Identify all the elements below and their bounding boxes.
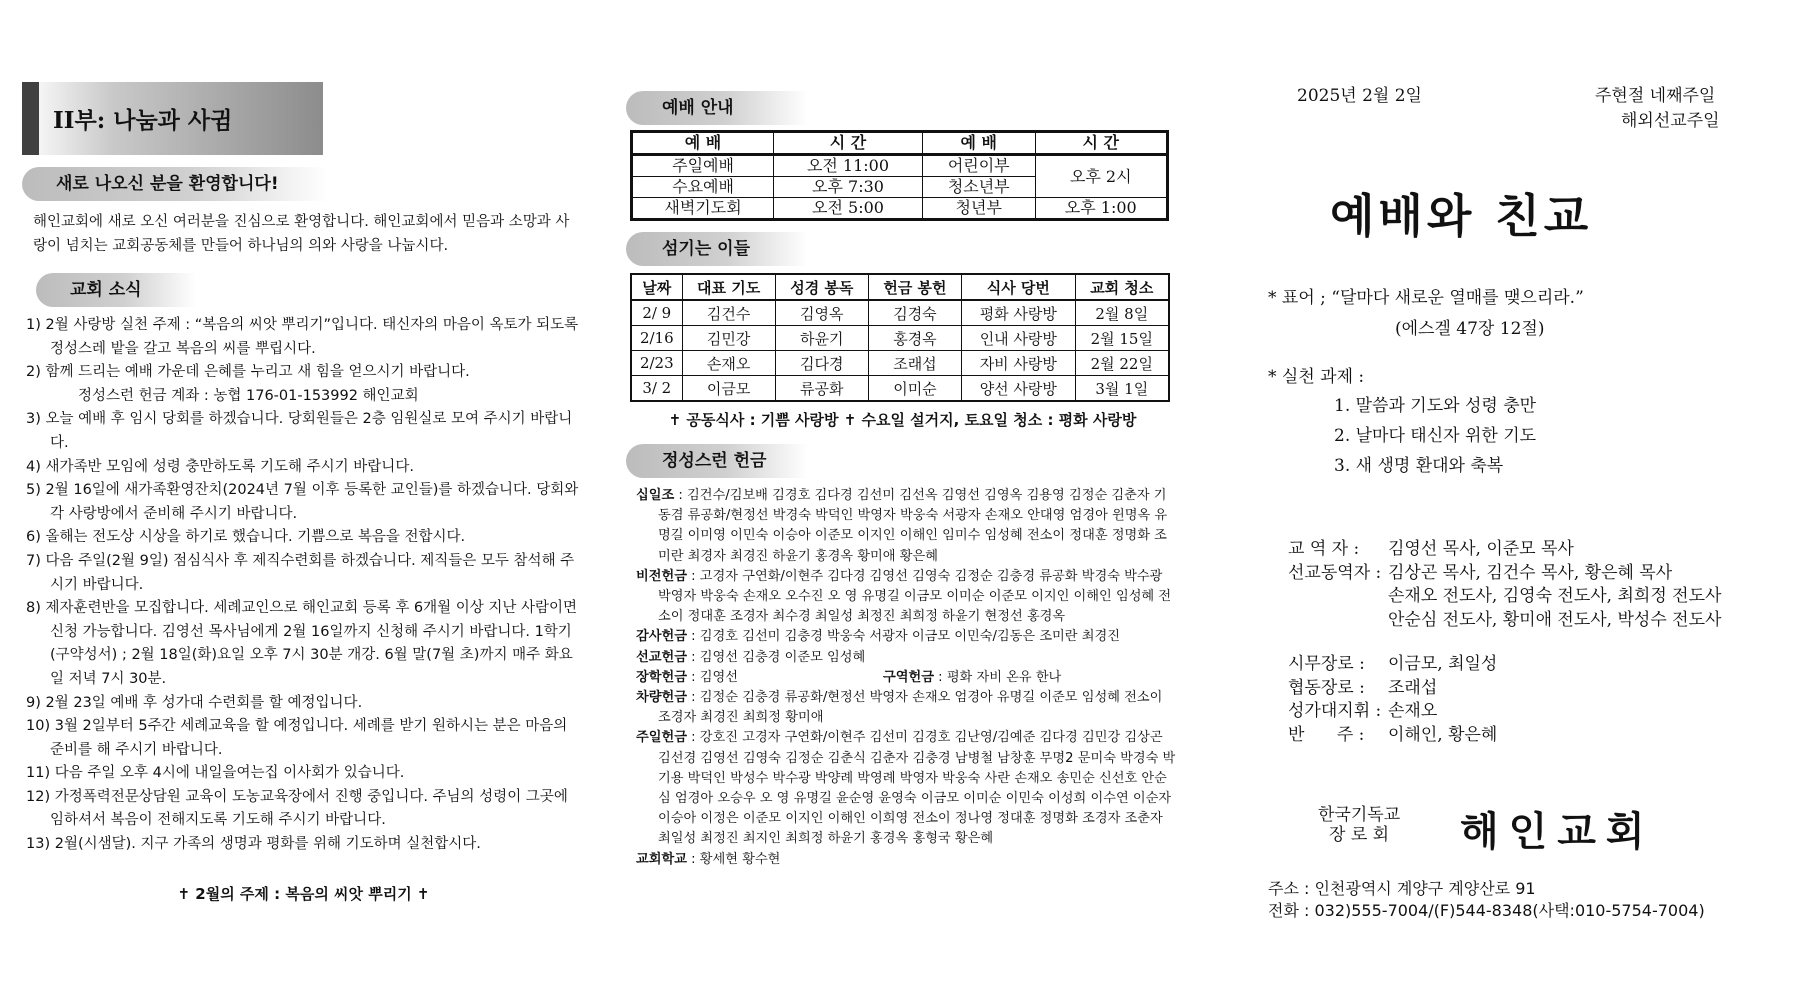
staff-row (1288, 609, 1721, 633)
table-cell: 3/ 2 (631, 376, 682, 402)
news-text: 다음 주일(2월 9일) 점심식사 후 제직수련회를 하겠습니다. 제직들은 모두 참석해 주시기 바랍니다. (45, 552, 575, 593)
news-number: 7) (26, 552, 41, 569)
news-number: 11) (26, 765, 51, 782)
offering-category: 십일조 (636, 488, 675, 503)
table-header-row (631, 274, 1169, 300)
servers-note: ✝ 공동식사 : 기쁨 사랑방 ✝ 수요일 설거지, 토요일 청소 : 평화 사랑방 (668, 411, 1137, 429)
elder-value: 이해인, 황은혜 (1388, 724, 1498, 745)
news-item (26, 762, 581, 786)
offering-category: 비전헌금 (636, 568, 687, 584)
table-cell: 2월 22일 (1075, 351, 1169, 376)
denomination (1318, 805, 1400, 845)
table-cell: 김경숙 (868, 300, 961, 326)
news-subtext: 정성스런 헌금 계좌 : 농협 176-01-153992 해인교회 (78, 387, 419, 404)
news-number: 4) (26, 458, 41, 475)
table-cell: 오후 2시 (1035, 155, 1167, 198)
list-item: 3. 새 생명 환대와 축복 (1334, 456, 1504, 476)
table-cell: 김건수 (682, 300, 775, 326)
offering-row: 장학헌금 : 김영선 구역헌금 : 평화 자비 온유 한나 (636, 669, 1062, 685)
denomination-line: 장 로 회 (1329, 825, 1390, 845)
table-cell: 2/23 (631, 351, 682, 376)
news-number: 6) (26, 529, 41, 546)
worship-schedule-table (630, 130, 1169, 221)
part2-title: II부: 나눔과 사귐 (53, 107, 233, 134)
column-header: 대표 기도 (682, 274, 775, 300)
table-cell: 청소년부 (922, 177, 1035, 198)
list-item: 1. 말씀과 기도와 성령 충만 (1334, 396, 1537, 416)
table-cell: 주일예배 (632, 155, 774, 177)
offering-category: 교회학교 (636, 851, 687, 867)
column-header: 성경 봉독 (775, 274, 868, 300)
offering-names: 김정순 김충경 류공화/현정선 박영자 손재오 엄경아 유명길 이준모 임성혜 전소이 조경자 최경진 최희정 황미애 (658, 690, 1163, 726)
table-cell: 오전 11:00 (774, 155, 923, 177)
church-phone: 전화 : 032)555-7004/(F)544-8348(사택:010-5754-7004) (1268, 901, 1705, 920)
table-cell: 2/16 (631, 326, 682, 351)
table-cell: 오후 1:00 (1035, 198, 1167, 220)
staff-value: 김상곤 목사, 김건수 목사, 황은혜 목사 (1388, 562, 1673, 583)
staff-row (1288, 585, 1721, 609)
staff-label: 교 역 자 : (1288, 539, 1360, 559)
table-cell: 김다경 (775, 351, 868, 376)
table-row (632, 198, 1168, 220)
column-header: 시 간 (774, 132, 923, 155)
welcome-header: 새로 나오신 분을 환영합니다! (22, 167, 328, 201)
news-text: 다음 주일 오후 4시에 내일을여는집 이사회가 있습니다. (54, 765, 405, 782)
elder-label: 성가대지휘 : (1288, 701, 1382, 721)
offering-row: 비전헌금 : 고경자 구연화/이현주 김다경 김영선 김영숙 김정순 김충경 류공화 박경숙 박수광 박영자 박웅숙 손재오 오수진 오 영 유명길 이금모 이미순 이준모 이지인 이해인 임성혜 전소이 정대훈 조경자 최수경 최일성 최정진 최희정 하윤기 현정선 홍경옥 (636, 568, 1172, 625)
table-row (631, 351, 1169, 376)
offering-list (636, 486, 1176, 870)
news-list (26, 314, 581, 857)
offering-category: 장학헌금 (636, 669, 687, 685)
motto-reference: (에스겔 47장 12절) (1395, 319, 1545, 339)
elder-label: 반 주 : (1288, 724, 1365, 745)
column-header: 날짜 (631, 274, 682, 300)
offering-names: 평화 자비 온유 한나 (946, 669, 1062, 685)
practice-list (1334, 391, 1536, 481)
table-cell: 손재오 (682, 351, 775, 376)
table-cell: 3월 1일 (1075, 376, 1169, 402)
table-row (631, 326, 1169, 351)
table-cell: 홍경옥 (868, 326, 961, 351)
news-item (26, 597, 581, 691)
elder-row (1288, 724, 1497, 748)
news-number: 8) (26, 600, 41, 617)
elder-value: 조래섭 (1388, 677, 1438, 698)
news-number: 10) (26, 718, 51, 735)
offering-names: 김영선 김충경 이준모 임성혜 (699, 649, 866, 665)
news-item (26, 786, 581, 833)
offering-row: 십일조 : 김건수/김보배 김경호 김다경 김선미 김선옥 김영선 김영옥 김용영 김정순 김춘자 기동겸 류공화/현정선 박경숙 박덕인 박영자 박웅숙 서광자 손재오 안대영 엄경아 윈명옥 유명길 이미영 이민숙 이승아 이준모 이지인 이해인 임미수 임성혜 전소이 정대훈 정명화 조미란 최경자 최경진 하윤기 홍경옥 황미애 황은혜 (636, 488, 1168, 564)
church-name: 해인교회 (1460, 809, 1655, 855)
list-item: 2. 날마다 태신자 위한 기도 (1334, 426, 1537, 446)
news-number: 9) (26, 694, 41, 711)
news-item (26, 692, 581, 716)
news-item (26, 715, 581, 762)
table-cell: 자비 사랑방 (962, 351, 1076, 376)
offering-row: 선교헌금 : 김영선 김충경 이준모 임성혜 (636, 649, 866, 665)
table-cell: 청년부 (922, 198, 1035, 220)
staff-value: 안순심 전도사, 황미애 전도사, 박성수 전도사 (1388, 609, 1722, 630)
offering-names: 고경자 구연화/이현주 김다경 김영선 김영숙 김정순 김충경 류공화 박경숙 박수광 박영자 박웅숙 손재오 오수진 오 영 유명길 이금모 이미순 이준모 이지인 이해인 임성혜 전소이 정대훈 조경자 최수경 최일성 최정진 최희정 하윤기 현정선 홍경옥 (658, 568, 1172, 625)
table-cell: 2월 8일 (1075, 300, 1169, 326)
table-cell: 하윤기 (775, 326, 868, 351)
table-row (632, 155, 1168, 177)
staff-label: 선교동역자 : (1288, 562, 1382, 583)
table-cell: 2월 15일 (1075, 326, 1169, 351)
offering-row: 차량헌금 : 김정순 김충경 류공화/현정선 박영자 손재오 엄경아 유명길 이준모 임성혜 전소이 조경자 최경진 최희정 황미애 (636, 690, 1163, 726)
news-item (26, 479, 581, 526)
news-item (26, 314, 581, 361)
news-item (26, 526, 581, 550)
column-header: 식사 당번 (962, 274, 1076, 300)
offering-category: 구역헌금 (883, 669, 934, 685)
column-header: 예 배 (922, 132, 1035, 155)
news-number: 3) (26, 411, 41, 428)
news-text: 제자훈련반을 모집합니다. 세례교인으로 해인교회 등록 후 6개월 이상 지난 사람이면 신청 가능합니다. 김영선 목사님에게 2월 16일까지 신청해 주시기 바랍니다. 1학기(구약성서) ; 2월 18일(화)요일 오후 7시 30분 개강. 6월 말(7월 초)까지 매주 화요일 저녁 7시 30분. (45, 600, 578, 687)
news-header: 교회 소식 (36, 273, 196, 307)
welcome-text: 해인교회에 새로 오신 여러분을 진심으로 환영합니다. 해인교회에서 믿음과 소망과 사랑이 넘치는 교회공동체를 만들어 하나님의 의와 사랑을 나눕시다. (33, 214, 570, 254)
bulletin-title: 예배와 친교 (1330, 189, 1593, 243)
news-number: 2) (26, 364, 41, 381)
offering-header: 정성스런 헌금 (626, 444, 808, 478)
bulletin-date: 2025년 2월 2일 (1297, 86, 1422, 106)
church-address: 주소 : 인천광역시 계양구 계양산로 91 (1268, 879, 1536, 898)
elder-label: 시무장로 : (1288, 654, 1365, 674)
news-text: 2월(시샘달). 지구 가족의 생명과 평화를 위해 기도하며 실천합시다. (54, 836, 481, 853)
offering-row: 교회학교 : 황세현 황수현 (636, 851, 781, 867)
denomination-line: 한국기독교 (1318, 805, 1401, 825)
offering-row: 주일헌금 : 강호진 고경자 구연화/이현주 김선미 김경호 김난영/김예준 김다경 김민강 김상곤 김선경 김영선 김영숙 김정순 김춘식 김춘자 김충경 남병철 남창훈 무명2 문미숙 박경숙 박기용 박덕인 박성수 박수광 박양례 박영례 박영자 박웅숙 사란 손재오 송민순 신선호 안순심 엄경아 오승우 오 영 유명길 윤순영 윤영숙 이금모 이미순 이민숙 이성희 이수연 이순자 이승아 이정은 이준모 이지인 이해인 이희영 전소이 정나영 정대훈 정명화 조경자 조춘자 최일성 최정진 최지인 최희정 하윤기 홍경옥 홍형국 황은혜 (636, 730, 1176, 847)
column-header: 교회 청소 (1075, 274, 1169, 300)
table-cell: 수요예배 (632, 177, 774, 198)
title-bar-accent (22, 82, 39, 155)
news-number: 1) (26, 317, 41, 333)
news-text: 가정폭력전문상담원 교육이 도농교육장에서 진행 중입니다. 주님의 성령이 그곳에 임하셔서 복음이 전해지도록 기도해 주시기 바랍니다. (50, 788, 568, 829)
offering-names: 김경호 김선미 김충경 박웅숙 서광자 이금모 이민숙/김동은 조미란 최경진 (699, 629, 1120, 645)
offering-names: 김영선 (699, 669, 739, 685)
offering-names: 김건수/김보배 김경호 김다경 김선미 김선옥 김영선 김영옥 김용영 김정순 김춘자 기동겸 류공화/현정선 박경숙 박덕인 박영자 박웅숙 서광자 손재오 안대영 엄경아 윈명옥 유명길 이미영 이민숙 이승아 이준모 이지인 이해인 임미수 임성혜 전소이 정대훈 정명화 조미란 최경자 최경진 하윤기 홍경옥 황미애 황은혜 (658, 488, 1168, 564)
news-text: 올해는 전도상 시상을 하기로 했습니다. 기쁨으로 복음을 전합시다. (45, 529, 466, 546)
table-cell: 오후 7:30 (774, 177, 923, 198)
table-cell: 오전 5:00 (774, 198, 923, 220)
news-item (26, 408, 581, 455)
news-number: 5) (26, 482, 41, 499)
news-item (26, 456, 581, 480)
elder-value: 손재오 (1388, 701, 1438, 721)
table-cell: 인내 사랑방 (962, 326, 1076, 351)
staff-list (1288, 538, 1721, 632)
table-cell: 새벽기도회 (632, 198, 774, 220)
elder-row (1288, 700, 1497, 724)
offering-category: 선교헌금 (636, 649, 687, 665)
table-cell: 양선 사랑방 (962, 376, 1076, 402)
news-number: 12) (26, 788, 51, 805)
practice-label: * 실천 과제 : (1268, 367, 1365, 387)
table-header-row (632, 132, 1168, 155)
table-cell: 2/ 9 (631, 300, 682, 326)
servers-header: 섬기는 이들 (626, 232, 808, 266)
table-row (631, 376, 1169, 402)
servers-table (630, 273, 1170, 402)
news-text: 2월 16일에 새가족환영잔치(2024년 7월 이후 등록한 교인들)를 하겠습니다. 당회와 각 사랑방에서 준비해 주시기 바랍니다. (45, 482, 579, 522)
table-cell: 김영옥 (775, 300, 868, 326)
elders-list (1288, 653, 1497, 747)
mission-sunday: 해외선교주일 (1621, 111, 1720, 131)
table-row (631, 300, 1169, 326)
part2-title-banner (22, 82, 323, 155)
offering-names: 강호진 고경자 구연화/이현주 김선미 김경호 김난영/김예준 김다경 김민강 김상곤 김선경 김영선 김영숙 김정순 김춘식 김춘자 김충경 남병철 남창훈 무명2 문미숙 박경숙 박기용 박덕인 박성수 박수광 박양례 박영례 박영자 박웅숙 사란 손재오 송민순 신선호 안순심 엄경아 오승우 오 영 유명길 윤순영 윤영숙 이금모 이미순 이민숙 이성희 이수연 이순자 이승아 이정은 이준모 이지인 이해인 이희영 전소이 정나영 정대훈 정명화 조경자 조춘자 최일성 최정진 최지인 최희정 하윤기 홍경옥 홍형국 황은혜 (658, 730, 1176, 847)
elder-row (1288, 677, 1497, 701)
offering-row: 감사헌금 : 김경호 김선미 김충경 박웅숙 서광자 이금모 이민숙/김동은 조미란 최경진 (636, 629, 1120, 645)
table-cell: 이금모 (682, 376, 775, 402)
elder-value: 이금모, 최일성 (1388, 654, 1498, 674)
staff-row (1288, 538, 1721, 562)
news-text: 새가족반 모임에 성령 충만하도록 기도해 주시기 바랍니다. (45, 458, 414, 475)
offering-names: 황세현 황수현 (699, 851, 781, 867)
liturgical-season: 주현절 네째주일 (1595, 86, 1716, 106)
news-text: 함께 드리는 예배 가운데 은혜를 누리고 새 힘을 얻으시기 바랍니다. (45, 364, 470, 381)
column-header: 헌금 봉헌 (868, 274, 961, 300)
staff-value: 손재오 전도사, 김영숙 전도사, 최희정 전도사 (1388, 586, 1722, 606)
offering-category: 감사헌금 (636, 629, 687, 645)
offering-category: 주일헌금 (636, 730, 687, 746)
news-text: 2월 23일 예배 후 성가대 수련회를 할 예정입니다. (45, 694, 363, 711)
motto: * 표어 ; “달마다 새로운 열매를 맺으리라.” (1268, 288, 1584, 308)
news-item (26, 833, 581, 857)
staff-row (1288, 562, 1721, 586)
news-text: 오늘 예배 후 임시 당회를 하겠습니다. 당회원들은 2층 임원실로 모여 주시기 바랍니다. (45, 411, 573, 451)
offering-category: 차량헌금 (636, 690, 687, 706)
news-item (26, 550, 581, 597)
column-header: 예 배 (632, 132, 774, 155)
elder-row (1288, 653, 1497, 677)
news-item (26, 361, 581, 408)
worship-header: 예배 안내 (626, 91, 808, 125)
news-text: 2월 사랑방 실천 주제 : “복음의 씨앗 뿌리기”입니다. 태신자의 마음이 옥토가 되도록 정성스레 밭을 갈고 복음의 씨를 뿌립시다. (45, 317, 579, 357)
table-cell: 이미순 (868, 376, 961, 402)
table-cell: 류공화 (775, 376, 868, 402)
table-cell: 어린이부 (922, 155, 1035, 177)
table-cell: 평화 사랑방 (962, 300, 1076, 326)
monthly-theme: ✝ 2월의 주제 : 복음의 씨앗 뿌리기 ✝ (177, 885, 430, 903)
column-header: 시 간 (1035, 132, 1167, 155)
elder-label: 협동장로 : (1288, 677, 1365, 698)
staff-value: 김영선 목사, 이준모 목사 (1388, 539, 1574, 559)
news-text: 3월 2일부터 5주간 세례교육을 할 예정입니다. 세례를 받기 원하시는 분은 마음의 준비를 해 주시기 바랍니다. (50, 718, 568, 758)
table-cell: 김민강 (682, 326, 775, 351)
news-number: 13) (26, 836, 51, 853)
table-cell: 조래섭 (868, 351, 961, 376)
